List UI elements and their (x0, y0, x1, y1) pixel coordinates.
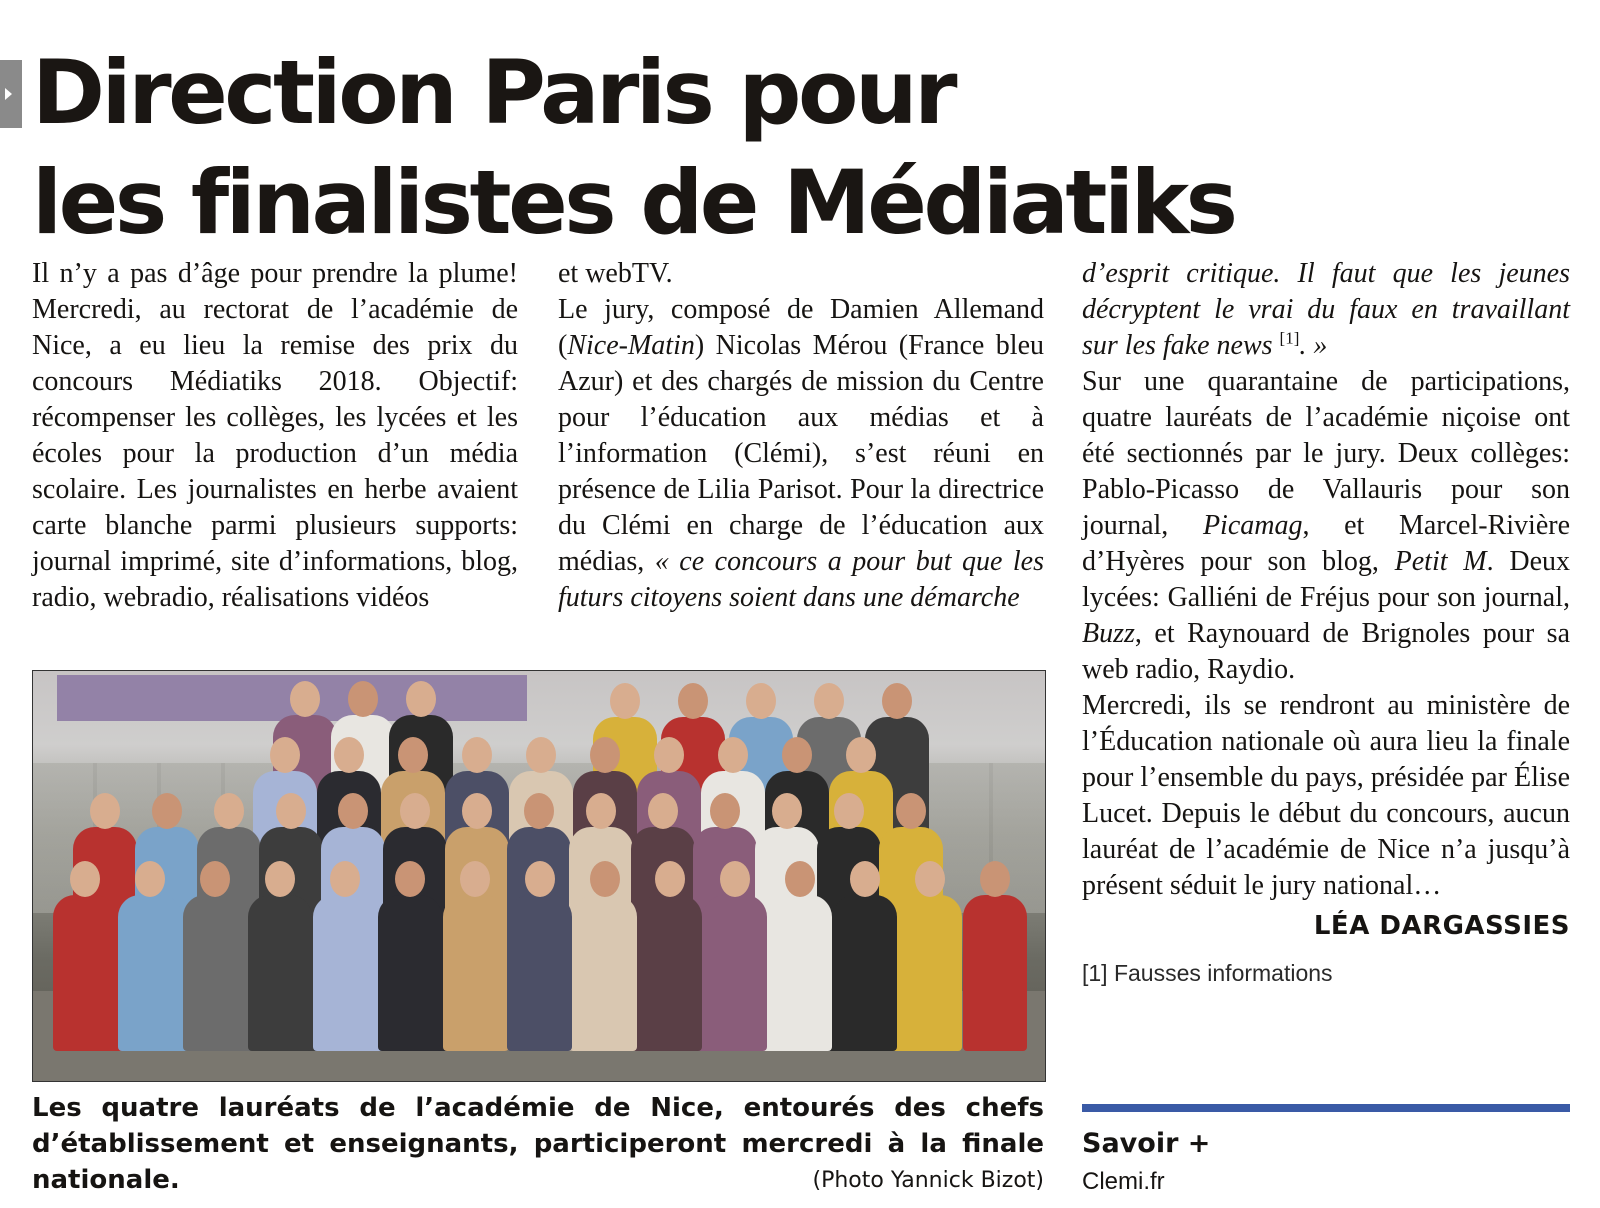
photo-person-head (135, 861, 165, 897)
photo-person-head (398, 737, 428, 773)
photo-person (248, 861, 312, 1051)
article-paragraph-jury: Le jury, composé de Damien Allemand (Nice-Matin) Nicolas Mérou (France bleu Azur) et des chargés de mission du Centre pour l’éducation aux médias et à l’information (Clémi), s’est réuni en présence de Lilia Parisot. Pour la directrice du Clémi en charge de l’éducation aux médias, « ce concours a pour but que les futurs citoyens soient dans une démarche (558, 294, 1044, 613)
photo-person-head (590, 737, 620, 773)
photo-person-body (118, 895, 182, 1051)
photo-person-head (896, 793, 926, 829)
photo-person (118, 861, 182, 1051)
footnote-reference: [1] (1279, 328, 1300, 348)
photo-person-head (915, 861, 945, 897)
photo-person-head (70, 861, 100, 897)
photo-person-head (882, 683, 912, 719)
photo-person-body (768, 895, 832, 1051)
photo-person (963, 861, 1027, 1051)
article-paragraph-laureates: Sur une quarantaine de participations, quatre lauréats de l’académie niçoise ont été sectionnés par le jury. Deux collèges: Pablo-Picasso de Vallauris pour son journal, Picamag, et Marcel-Rivière d’Hyères pour son blog, Petit M. Deux lycées: Galliéni de Fréjus pour son journal, Buzz, et Raynouard de Brignoles pour sa web radio, Raydio. (1082, 366, 1570, 685)
photo-person-head (395, 861, 425, 897)
photo-person-head (406, 681, 436, 717)
headline-line-2: les finalistes de Médiatiks (32, 151, 1235, 254)
photo-person-body (963, 895, 1027, 1051)
photo-person-head (334, 737, 364, 773)
photo-person-head (338, 793, 368, 829)
photo-person-head (265, 861, 295, 897)
photo-person-body (703, 895, 767, 1051)
photo-person-head (746, 683, 776, 719)
photo-person (703, 861, 767, 1051)
photo-person-head (850, 861, 880, 897)
newspaper-name: Nice-Matin (567, 330, 695, 361)
photo-person-head (814, 683, 844, 719)
photo-person-head (214, 793, 244, 829)
photo-person-body (508, 895, 572, 1051)
photo-person-head (710, 793, 740, 829)
photo-person (833, 861, 897, 1051)
journal-name: Picamag (1202, 510, 1303, 541)
photo-person-head (400, 793, 430, 829)
photo-person-body (378, 895, 442, 1051)
photo-person-body (573, 895, 637, 1051)
photo-person-head (720, 861, 750, 897)
photo-person-body (313, 895, 377, 1051)
photo-person-head (678, 683, 708, 719)
photo-person (638, 861, 702, 1051)
photo-person-body (248, 895, 312, 1051)
photo-person (573, 861, 637, 1051)
sidebar-link[interactable]: Clemi.fr (1082, 1168, 1165, 1195)
byline: LÉA DARGASSIES (1313, 911, 1570, 941)
photo-person-head (525, 861, 555, 897)
footnote: [1] Fausses informations (1082, 960, 1333, 986)
photo-person (443, 861, 507, 1051)
photo-person-body (638, 895, 702, 1051)
photo-person-head (785, 861, 815, 897)
photo-person-head (348, 681, 378, 717)
photo-person (183, 861, 247, 1051)
journal-name: Buzz (1082, 618, 1135, 649)
photo-person-head (610, 683, 640, 719)
section-marker-icon (0, 60, 22, 128)
photo-person-body (443, 895, 507, 1051)
photo-person-head (290, 681, 320, 717)
photo-person-head (526, 737, 556, 773)
sidebar-rule (1082, 1104, 1570, 1112)
photo-person-head (200, 861, 230, 897)
photo-person-head (834, 793, 864, 829)
article-paragraph-final: Mercredi, ils se rendront au ministère de l’Éducation nationale où aura lieu la finale pour l’ensemble du pays, présidée par Élise Lucet. Depuis le début du concours, aucun lauréat de l’académie de Nice n’a jusqu’à présent séduit le jury national… (1082, 690, 1570, 901)
photo-person-body (833, 895, 897, 1051)
article-paragraph-continuation: et webTV. (558, 258, 673, 289)
article-column-1 (32, 256, 518, 616)
photo-person (53, 861, 117, 1051)
photo-person-body (183, 895, 247, 1051)
quote-start: « ce concours a pour but que les futurs citoyens soient dans une démarche (558, 546, 1044, 613)
article-column-3 (1082, 256, 1570, 988)
photo-person-head (782, 737, 812, 773)
photo-person-head (276, 793, 306, 829)
photo-person-head (586, 793, 616, 829)
photo-person-head (718, 737, 748, 773)
photo-person (378, 861, 442, 1051)
blog-name: Petit M (1394, 546, 1487, 577)
photo-credit: (Photo Yannick Bizot) (812, 1168, 1044, 1193)
article-column-2 (558, 256, 1044, 616)
article-paragraph: Il n’y a pas d’âge pour prendre la plume! Mercredi, au rectorat de l’académie de Nice, a eu lieu la remise des prix du concours Médiatiks 2018. Objectif: récompenser les collèges, les lycées et les écoles pour la production d’un média scolaire. Les journalistes en herbe avaient carte blanche parmi plusieurs supports: journal imprimé, site d’informations, blog, radio, webradio, réalisations vidéos (32, 258, 518, 613)
photo-person-head (980, 861, 1010, 897)
photo-person-body (898, 895, 962, 1051)
photo-person-head (654, 737, 684, 773)
photo-person-head (846, 737, 876, 773)
headline-line-1: Direction Paris pour (32, 41, 955, 144)
photo-caption: Les quatre lauréats de l’académie de Nice, entourés des chefs d’établissement et enseignants, participeront mercredi à la finale nationale. (32, 1093, 1044, 1195)
photo-person-head (270, 737, 300, 773)
photo-person-body (53, 895, 117, 1051)
photo-person (898, 861, 962, 1051)
photo-person-head (524, 793, 554, 829)
group-photo (32, 670, 1046, 1082)
photo-person-head (462, 737, 492, 773)
headline (32, 38, 1292, 258)
photo-person (313, 861, 377, 1051)
photo-person-head (460, 861, 490, 897)
photo-person-head (590, 861, 620, 897)
quote-end: d’esprit critique. Il faut que les jeunes décryptent le vrai du faux en travaillant sur les fake news [1]. » (1082, 258, 1570, 361)
photo-person-head (648, 793, 678, 829)
photo-person-head (655, 861, 685, 897)
photo-person-head (90, 793, 120, 829)
photo-person-head (152, 793, 182, 829)
photo-person (768, 861, 832, 1051)
photo-person-head (462, 793, 492, 829)
photo-person-head (330, 861, 360, 897)
photo-person (508, 861, 572, 1051)
photo-person-head (772, 793, 802, 829)
sidebar-title: Savoir + (1082, 1128, 1211, 1159)
